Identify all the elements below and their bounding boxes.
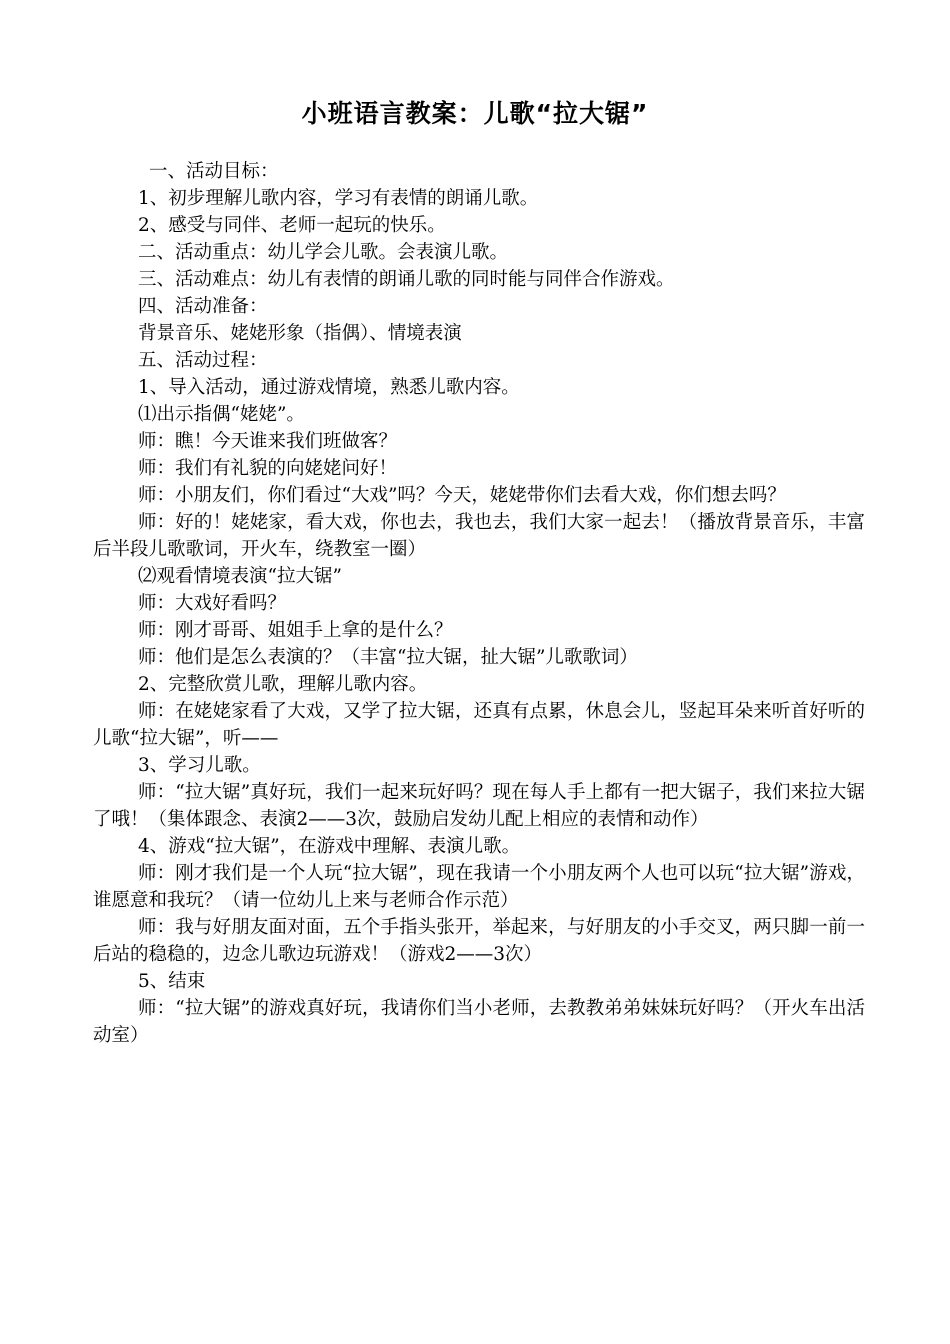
- paragraph: 4、游戏“拉大锯”，在游戏中理解、表演儿歌。: [138, 836, 521, 857]
- paragraph: 师：大戏好看吗？: [138, 593, 287, 614]
- paragraph: 1、初步理解儿歌内容，学习有表情的朗诵儿歌。: [138, 188, 539, 209]
- paragraph: 三、活动难点：幼儿有表情的朗诵儿歌的同时能与同伴合作游戏。: [138, 269, 675, 290]
- paragraph: 师：我们有礼貌的向姥姥问好！: [138, 458, 398, 479]
- paragraph: 师：在姥姥家看了大戏，又学了拉大锯，还真有点累，休息会儿，竖起耳朵来听首好听的儿歌“拉大锯”，听——: [93, 701, 865, 749]
- paragraph: 师：瞧！今天谁来我们班做客？: [138, 431, 398, 452]
- paragraph: 师：好的！姥姥家，看大戏，你也去，我也去，我们大家一起去！（播放背景音乐，丰富后半段儿歌歌词，开火车，绕教室一圈）: [93, 512, 865, 560]
- paragraph: 一、活动目标：: [149, 161, 279, 182]
- paragraph: 师：小朋友们，你们看过“大戏”吗？今天，姥姥带你们去看大戏，你们想去吗？: [138, 485, 786, 506]
- paragraph: 二、活动重点：幼儿学会儿歌。会表演儿歌。: [138, 242, 509, 263]
- paragraph: ⑴出示指偶“姥姥”。: [138, 404, 305, 425]
- paragraph: 5、结束: [138, 971, 206, 992]
- paragraph: 师：“拉大锯”真好玩，我们一起来玩好吗？现在每人手上都有一把大锯子，我们来拉大锯了哦！（集体跟念、表演2——3次，鼓励启发幼儿配上相应的表情和动作）: [93, 782, 865, 830]
- document-title: 小班语言教案：儿歌“拉大锯”: [301, 99, 649, 128]
- paragraph: 背景音乐、姥姥形象（指偶）、情境表演: [138, 323, 462, 344]
- paragraph: 师：我与好朋友面对面，五个手指头张开，举起来，与好朋友的小手交叉，两只脚一前一后站的稳稳的，边念儿歌边玩游戏！（游戏2——3次）: [93, 917, 865, 965]
- paragraph: 1、导入活动，通过游戏情境，熟悉儿歌内容。: [138, 377, 520, 398]
- paragraph: 2、完整欣赏儿歌，理解儿歌内容。: [138, 674, 428, 695]
- paragraph: 师：他们是怎么表演的？（丰富“拉大锯，扯大锯”儿歌歌词）: [138, 647, 638, 668]
- paragraph: 四、活动准备：: [138, 296, 268, 317]
- paragraph: 3、学习儿歌。: [138, 755, 261, 776]
- paragraph: 2、感受与同伴、老师一起玩的快乐。: [138, 215, 446, 236]
- paragraph: ⑵观看情境表演“拉大锯”: [138, 566, 342, 587]
- paragraph: 师：刚才哥哥、姐姐手上拿的是什么？: [138, 620, 453, 641]
- document-body: [93, 158, 865, 1049]
- paragraph: 师：刚才我们是一个人玩“拉大锯”，现在我请一个小朋友两个人也可以玩“拉大锯”游戏，谁愿意和我玩？（请一位幼儿上来与老师合作示范）: [93, 863, 865, 911]
- paragraph: 五、活动过程：: [138, 350, 268, 371]
- paragraph: 师：“拉大锯”的游戏真好玩，我请你们当小老师，去教教弟弟妹妹玩好吗？（开火车出活动室）: [93, 998, 865, 1046]
